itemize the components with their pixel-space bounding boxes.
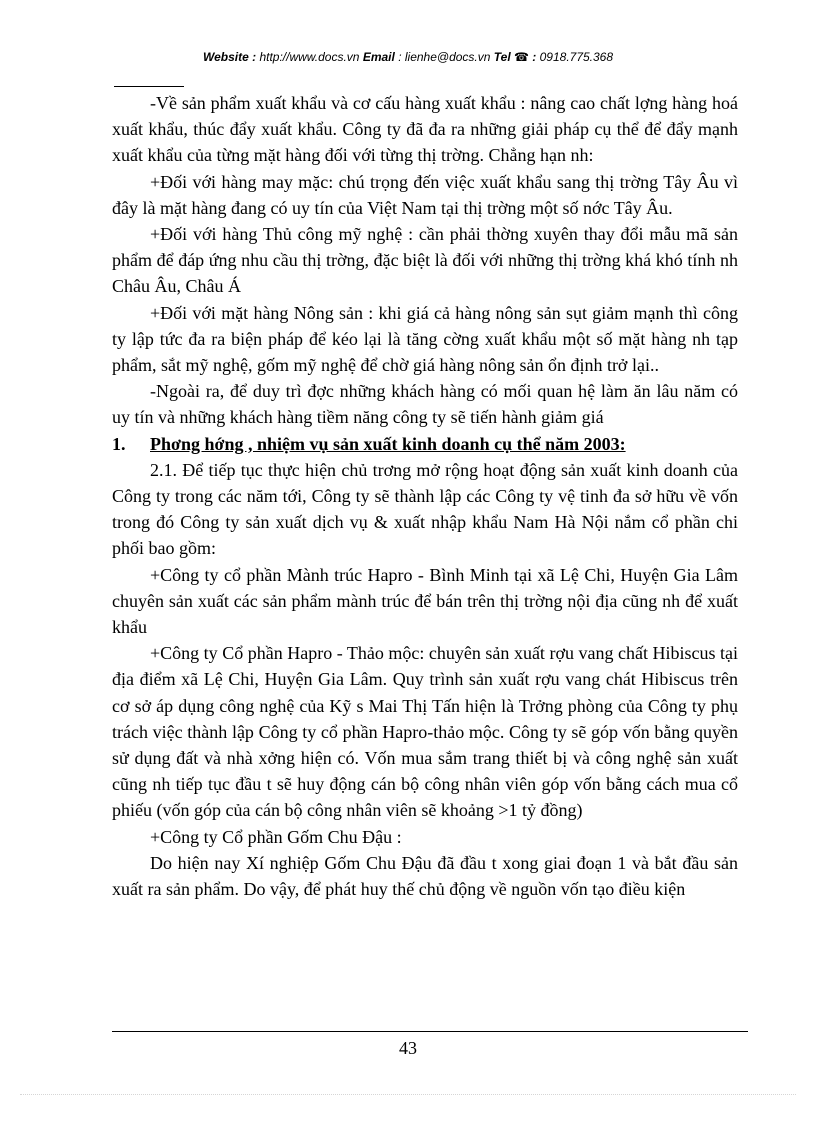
website-label: Website :: [202, 50, 257, 64]
tel-label: Tel ☎ :: [493, 50, 537, 64]
paragraph: +Công ty Cổ phần Gốm Chu Đậu :: [150, 826, 402, 847]
document-body: [112, 90, 738, 902]
paragraph: +Đối với hàng may mặc: chú trọng đến việc xuất khẩu sang thị trờng Tây Âu vì đây là mặt hàng đang có uy tín của Việt Nam tại thị trờng một số nớc Tây Âu.: [112, 171, 738, 218]
website-url[interactable]: http://www.docs.vn: [259, 50, 360, 64]
paragraph: -Ngoài ra, để duy trì đợc những khách hàng có mối quan hệ làm ăn lâu năm có uy tín và những khách hàng tiềm năng công ty sẽ tiến hành giảm giá: [112, 381, 738, 428]
header-divider: [114, 86, 184, 87]
section-number: 1.: [112, 433, 126, 454]
paragraph: 2.1. Để tiếp tục thực hiện chủ trơng mở rộng hoạt động sản xuất kinh doanh của Công ty trong các năm tới, Công ty sẽ thành lập các Công ty vệ tinh đa sở hữu về vốn trong đó Công ty sản xuất dịch vụ & xuất nhập khẩu Nam Hà Nội nắm cổ phần chi phối bao gồm:: [112, 459, 738, 559]
paragraph: +Đối với hàng Thủ công mỹ nghệ : cần phải thờng xuyên thay đổi mẫu mã sản phẩm để đáp ứng nhu cầu thị trờng, đặc biệt là đối với những thị trờng khá khó tính nh Châu Âu, Châu Á: [112, 224, 738, 297]
page-header: [0, 50, 816, 64]
footer-divider: [112, 1031, 748, 1032]
email-label: Email: [362, 50, 395, 64]
section-title: Phơng hớng , nhiệm vụ sản xuất kinh doanh cụ thể năm 2003:: [150, 433, 626, 454]
paragraph: +Công ty Cổ phần Hapro - Thảo mộc: chuyên sản xuất rợu vang chất Hibiscus tại địa điểm xã Lệ Chi, Huyện Gia Lâm. Quy trình sản xuất rợu vang chát Hibiscus trên cơ sở áp dụng công nghệ của Kỹ s Mai Thị Tấn hiện là Trởng phòng của Công ty phụ trách việc thành lập Công ty cổ phần Hapro-thảo mộc. Công ty sẽ góp vốn bằng quyền sử dụng đất và nhà xởng hiện có. Vốn mua sắm trang thiết bị và công nghệ sản xuất cũng nh tiếp tục đầu t sẽ huy động cán bộ công nhân viên góp vốn bằng cách mua cổ phiếu (vốn góp của cán bộ công nhân viên sẽ khoảng >1 tỷ đồng): [112, 643, 738, 821]
paragraph: -Về sản phẩm xuất khẩu và cơ cấu hàng xuất khẩu : nâng cao chất lợng hàng hoá xuất khẩu, thúc đẩy xuất khẩu. Công ty đã đa ra những giải pháp cụ thể để đẩy mạnh xuất khẩu của từng mặt hàng đối với từng thị trờng. Chẳng hạn nh:: [112, 93, 738, 166]
paragraph: +Đối với mặt hàng Nông sản : khi giá cả hàng nông sản sụt giảm mạnh thì công ty lập tức đa ra biện pháp để kéo lại là tăng cờng xuất khẩu một số mặt hàng nh tạp phẩm, sắt mỹ nghệ, gốm mỹ nghệ để chờ giá hàng nông sản ổn định trở lại..: [112, 302, 738, 376]
email-value[interactable]: : lienhe@docs.vn: [398, 50, 491, 64]
tel-value: 0918.775.368: [539, 50, 614, 64]
page-number: 43: [399, 1038, 417, 1058]
page-edge-marker: [20, 1094, 796, 1095]
paragraph: Do hiện nay Xí nghiệp Gốm Chu Đậu đã đầu t xong giai đoạn 1 và bắt đầu sản xuất ra sản phẩm. Do vậy, để phát huy thế chủ động về nguồn vốn tạo điều kiện: [112, 852, 738, 900]
paragraph: +Công ty cổ phần Mành trúc Hapro - Bình Minh tại xã Lệ Chi, Huyện Gia Lâm chuyên sản xuất các sản phẩm mành trúc để bán trên thị trờng nội địa cũng nh để xuất khẩu: [112, 564, 738, 638]
section-heading: [112, 431, 738, 457]
